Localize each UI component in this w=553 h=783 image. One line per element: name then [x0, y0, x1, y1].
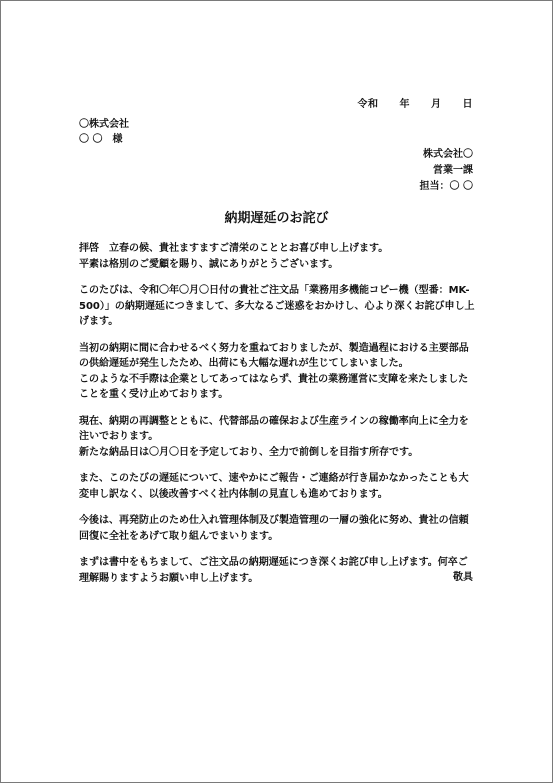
paragraph-current-status [79, 414, 477, 461]
recipient-company: 〇株式会社 [79, 119, 129, 130]
letter-body [79, 241, 477, 597]
paragraph-greeting [79, 241, 477, 272]
sender-block [420, 147, 473, 195]
sender-person: 担当：〇 〇 [419, 181, 473, 192]
letter-date: 令和 年 月 日 [357, 99, 473, 110]
closing-phrase: 敬具 [453, 572, 473, 583]
paragraph-line: 現在、納期の再調整とともに、代替部品の確保および生産ラインの稼働率向上に全力を注いでおります。 [79, 415, 469, 442]
paragraph-line: このたびは、令和〇年〇月〇日付の貴社ご注文品「業務用多機能コピー機（型番：MK-500）」の納期遅延につきまして、多大なるご迷惑をおかけし、心より深くお詫び申し上げます。 [79, 285, 475, 327]
paragraph-line: 当初の納期に間に合わせるべく努力を重ねておりましたが、製造過程における主要部品の供給遅延が発生したため、出荷にも大幅な遅れが生じてしまいました。 [79, 342, 469, 369]
paragraph-line: このような不手際は企業としてあってはならず、貴社の業務運営に支障を来たしましたことを重く受け止めております。 [79, 373, 469, 400]
paragraph-conclusion [79, 555, 477, 586]
paragraph-cause [79, 341, 477, 403]
paragraph-line: 新たな納品日は〇月〇日を予定しており、全力で前倒しを目指す所存です。 [79, 446, 419, 458]
recipient-block [79, 117, 129, 147]
paragraph-line: 拝啓 立春の候、貴社ますますご清栄のこととお喜び申し上げます。 [79, 243, 389, 254]
paragraph-communication [79, 471, 477, 502]
paragraph-line: 平素は格別のご愛顧を賜り、誠にありがとうございます。 [79, 258, 339, 270]
paragraph-line: また、このたびの遅延について、速やかにご報告・ご連絡が行き届かなかったことも大変申し訳なく、以後改善すべく社内体制の見直しも進めております。 [79, 473, 469, 500]
sender-department: 営業一課 [433, 165, 473, 176]
paragraph-prevention [79, 513, 477, 544]
paragraph-apology [79, 283, 477, 330]
recipient-person: 〇 〇 様 [79, 134, 123, 145]
paragraph-line: まずは書中をもちまして、ご注文品の納期遅延につき深くお詫び申し上げます。何卒ご理解賜りますようお願い申し上げます。 [79, 557, 468, 584]
paragraph-line: 今後は、再発防止のため仕入れ管理体制及び製造管理の一層の強化に努め、貴社の信頼回復に全社をあげて取り組んでまいります。 [79, 515, 469, 542]
document-title: 納期遅延のお詫び [224, 211, 329, 226]
sender-company: 株式会社〇 [423, 149, 473, 160]
